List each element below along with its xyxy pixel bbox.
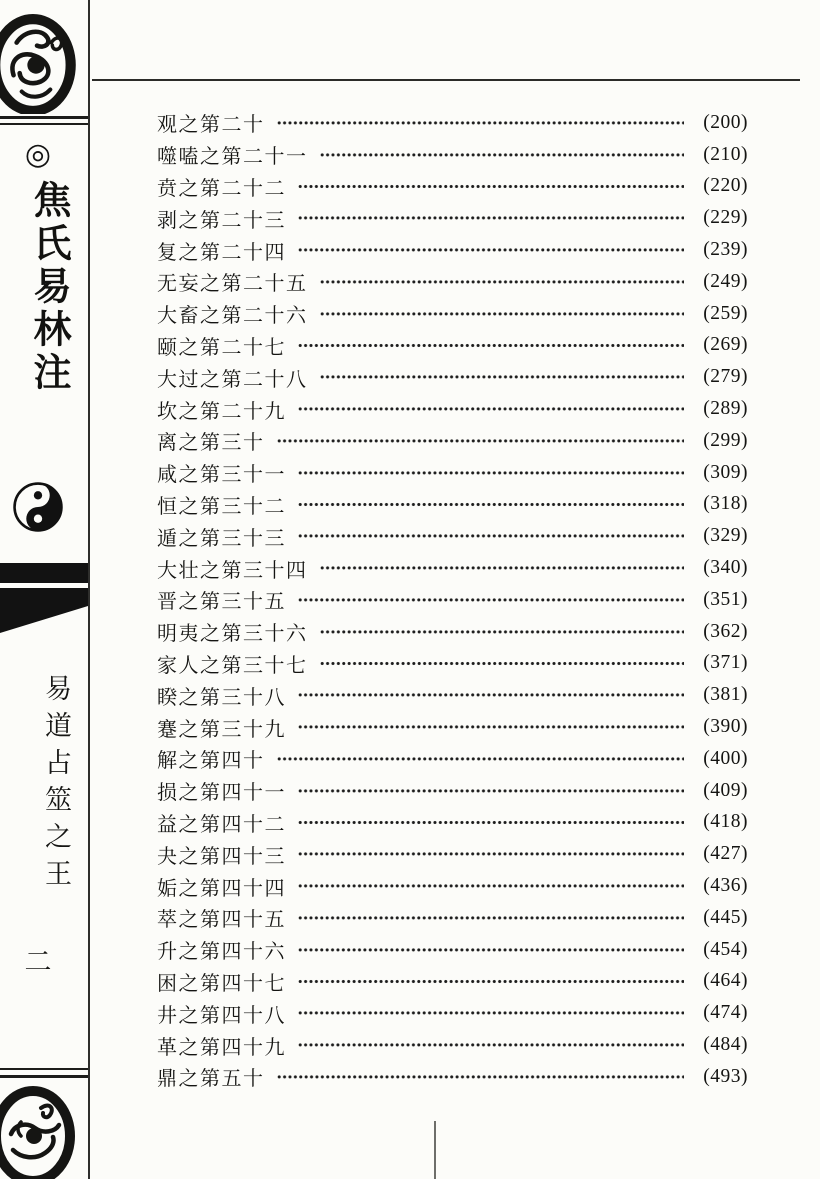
dotted-leader: [320, 139, 685, 171]
toc-entry: [157, 966, 748, 998]
toc-entry: [157, 298, 748, 330]
toc-entry-title: 大壮之第三十四: [157, 559, 308, 582]
toc-entry-title: 蹇之第三十九: [157, 718, 286, 741]
toc-entry-title: 复之第二十四: [157, 241, 286, 264]
toc-entry-page-number: (318): [703, 493, 748, 515]
dotted-leader: [298, 775, 684, 807]
dotted-leader: [298, 838, 684, 870]
dotted-leader: [320, 361, 685, 393]
toc-entry-title: 困之第四十七: [157, 972, 286, 995]
toc-entry-page-number: (400): [703, 747, 748, 769]
toc-entry-page-number: (269): [703, 334, 748, 356]
toc-entry-title: 明夷之第三十六: [157, 623, 308, 646]
dotted-leader: [298, 520, 684, 552]
toc-entry: [157, 489, 748, 521]
toc-entry: [157, 616, 748, 648]
toc-entry-page-number: (390): [703, 716, 748, 738]
page-crease-mark: [434, 1121, 436, 1179]
toc-entry-page-number: (309): [703, 461, 748, 483]
dragon-seal-stamp-top: [0, 12, 77, 114]
dotted-leader: [298, 330, 684, 362]
toc-entry: [157, 934, 748, 966]
dotted-leader: [298, 711, 684, 743]
toc-entry-title: 观之第二十: [157, 114, 265, 137]
toc-entry: [157, 107, 748, 139]
toc-entry-title: 无妄之第二十五: [157, 273, 308, 296]
volume-number: 二: [24, 947, 52, 977]
sidebar-divider-line: [0, 1075, 88, 1078]
dotted-leader: [277, 743, 685, 775]
toc-entry-title: 大畜之第二十六: [157, 305, 308, 328]
toc-entry: [157, 584, 748, 616]
toc-entry-title: 大过之第二十八: [157, 368, 308, 391]
toc-entry-page-number: (289): [703, 398, 748, 420]
dotted-leader: [298, 966, 684, 998]
toc-entry: [157, 266, 748, 298]
toc-entry: [157, 171, 748, 203]
toc-entry: [157, 330, 748, 362]
dotted-leader: [277, 107, 685, 139]
dotted-leader: [298, 393, 684, 425]
toc-entry-page-number: (371): [703, 652, 748, 674]
toc-entry: [157, 807, 748, 839]
toc-entry: [157, 775, 748, 807]
dotted-leader: [320, 298, 685, 330]
toc-entry: [157, 457, 748, 489]
toc-entry-title: 坎之第二十九: [157, 400, 286, 423]
toc-entry-title: 益之第四十二: [157, 813, 286, 836]
dotted-leader: [298, 807, 684, 839]
dotted-leader: [298, 1029, 684, 1061]
toc-entry: [157, 870, 748, 902]
toc-entry-page-number: (409): [703, 779, 748, 801]
dotted-leader: [298, 902, 684, 934]
toc-entry-page-number: (418): [703, 811, 748, 833]
toc-entry-page-number: (210): [703, 143, 748, 165]
toc-entry-page-number: (493): [703, 1065, 748, 1087]
toc-entry: [157, 1061, 748, 1093]
sidebar-divider-line: [0, 123, 88, 125]
toc-entry-page-number: (484): [703, 1034, 748, 1055]
sidebar-divider-line: [0, 1068, 88, 1070]
toc-entry: [157, 648, 748, 680]
toc-entry: [157, 139, 748, 171]
toc-entry-page-number: (464): [703, 970, 748, 992]
toc-entry: [157, 902, 748, 934]
dotted-leader: [298, 584, 684, 616]
dotted-leader: [320, 552, 685, 584]
toc-entry-title: 咸之第三十一: [157, 464, 286, 487]
toc-entry: [157, 838, 748, 870]
toc-entry-page-number: (351): [703, 588, 748, 610]
dotted-leader: [320, 648, 685, 680]
dotted-leader: [298, 934, 684, 966]
toc-entry-title: 遁之第三十三: [157, 527, 286, 550]
toc-entry: [157, 679, 748, 711]
toc-entry-page-number: (427): [703, 843, 748, 865]
dotted-leader: [298, 202, 684, 234]
dotted-leader: [277, 1061, 685, 1093]
toc-entry-title: 升之第四十六: [157, 941, 286, 964]
toc-entry-title: 井之第四十八: [157, 1004, 286, 1027]
decorative-black-band: [0, 563, 88, 633]
double-circle-mark: ◎: [24, 138, 52, 171]
dotted-leader: [298, 457, 684, 489]
toc-entry-page-number: (362): [703, 620, 748, 642]
toc-entry: [157, 202, 748, 234]
toc-entry-page-number: (340): [703, 557, 748, 579]
toc-entry-page-number: (436): [703, 875, 748, 897]
toc-entry: [157, 520, 748, 552]
toc-entry: [157, 393, 748, 425]
dotted-leader: [320, 616, 685, 648]
sidebar-divider-line: [0, 116, 88, 119]
dotted-leader: [277, 425, 685, 457]
toc-entry-page-number: (220): [703, 175, 748, 197]
toc-entry-title: 睽之第三十八: [157, 686, 286, 709]
dotted-leader: [298, 870, 684, 902]
toc-entry: [157, 552, 748, 584]
series-slogan-vertical: 易道占筮之王: [41, 674, 71, 896]
toc-entry-title: 革之第四十九: [157, 1036, 286, 1059]
toc-entry-page-number: (229): [703, 207, 748, 229]
toc-entry-page-number: (239): [703, 239, 748, 261]
toc-entry-page-number: (279): [703, 366, 748, 388]
toc-entry: [157, 711, 748, 743]
toc-entry-title: 离之第三十: [157, 432, 265, 455]
yin-yang-icon: [13, 482, 63, 532]
toc-entry-title: 恒之第三十二: [157, 495, 286, 518]
toc-entry-title: 颐之第二十七: [157, 336, 286, 359]
toc-main-column: [90, 0, 820, 1179]
dotted-leader: [298, 234, 684, 266]
toc-entry-page-number: (381): [703, 684, 748, 706]
header-rule: [92, 79, 800, 81]
toc-entry-title: 晋之第三十五: [157, 591, 286, 614]
toc-entry: [157, 1029, 748, 1061]
toc-entry-page-number: (299): [703, 429, 748, 451]
toc-entry-title: 剥之第二十三: [157, 209, 286, 232]
toc-entry-title: 损之第四十一: [157, 782, 286, 805]
toc-entry-page-number: (200): [703, 111, 748, 133]
toc-entry: [157, 997, 748, 1029]
dotted-leader: [298, 489, 684, 521]
toc-entry-title: 解之第四十: [157, 750, 265, 773]
toc-entry-title: 贲之第二十二: [157, 177, 286, 200]
toc-entry-title: 家人之第三十七: [157, 654, 308, 677]
dragon-seal-stamp-bottom: [0, 1086, 77, 1179]
dotted-leader: [298, 997, 684, 1029]
toc-entry: [157, 425, 748, 457]
toc-entry: [157, 234, 748, 266]
toc-entry-page-number: (259): [703, 302, 748, 324]
dotted-leader: [320, 266, 685, 298]
toc-list: [157, 107, 748, 1093]
toc-entry-page-number: (454): [703, 938, 748, 960]
toc-entry: [157, 743, 748, 775]
dotted-leader: [298, 171, 684, 203]
toc-entry-title: 夬之第四十三: [157, 845, 286, 868]
toc-entry-page-number: (445): [703, 906, 748, 928]
toc-entry: [157, 361, 748, 393]
toc-entry-page-number: (249): [703, 270, 748, 292]
toc-entry-title: 噬嗑之第二十一: [157, 146, 308, 169]
toc-entry-page-number: (329): [703, 525, 748, 547]
dotted-leader: [298, 679, 684, 711]
toc-entry-page-number: (474): [703, 1002, 748, 1024]
toc-entry-title: 萃之第四十五: [157, 909, 286, 932]
toc-entry-title: 鼎之第五十: [157, 1068, 265, 1091]
toc-entry-title: 姤之第四十四: [157, 877, 286, 900]
sidebar: [0, 0, 90, 1179]
book-title-vertical: 焦氏易林注: [27, 180, 69, 395]
